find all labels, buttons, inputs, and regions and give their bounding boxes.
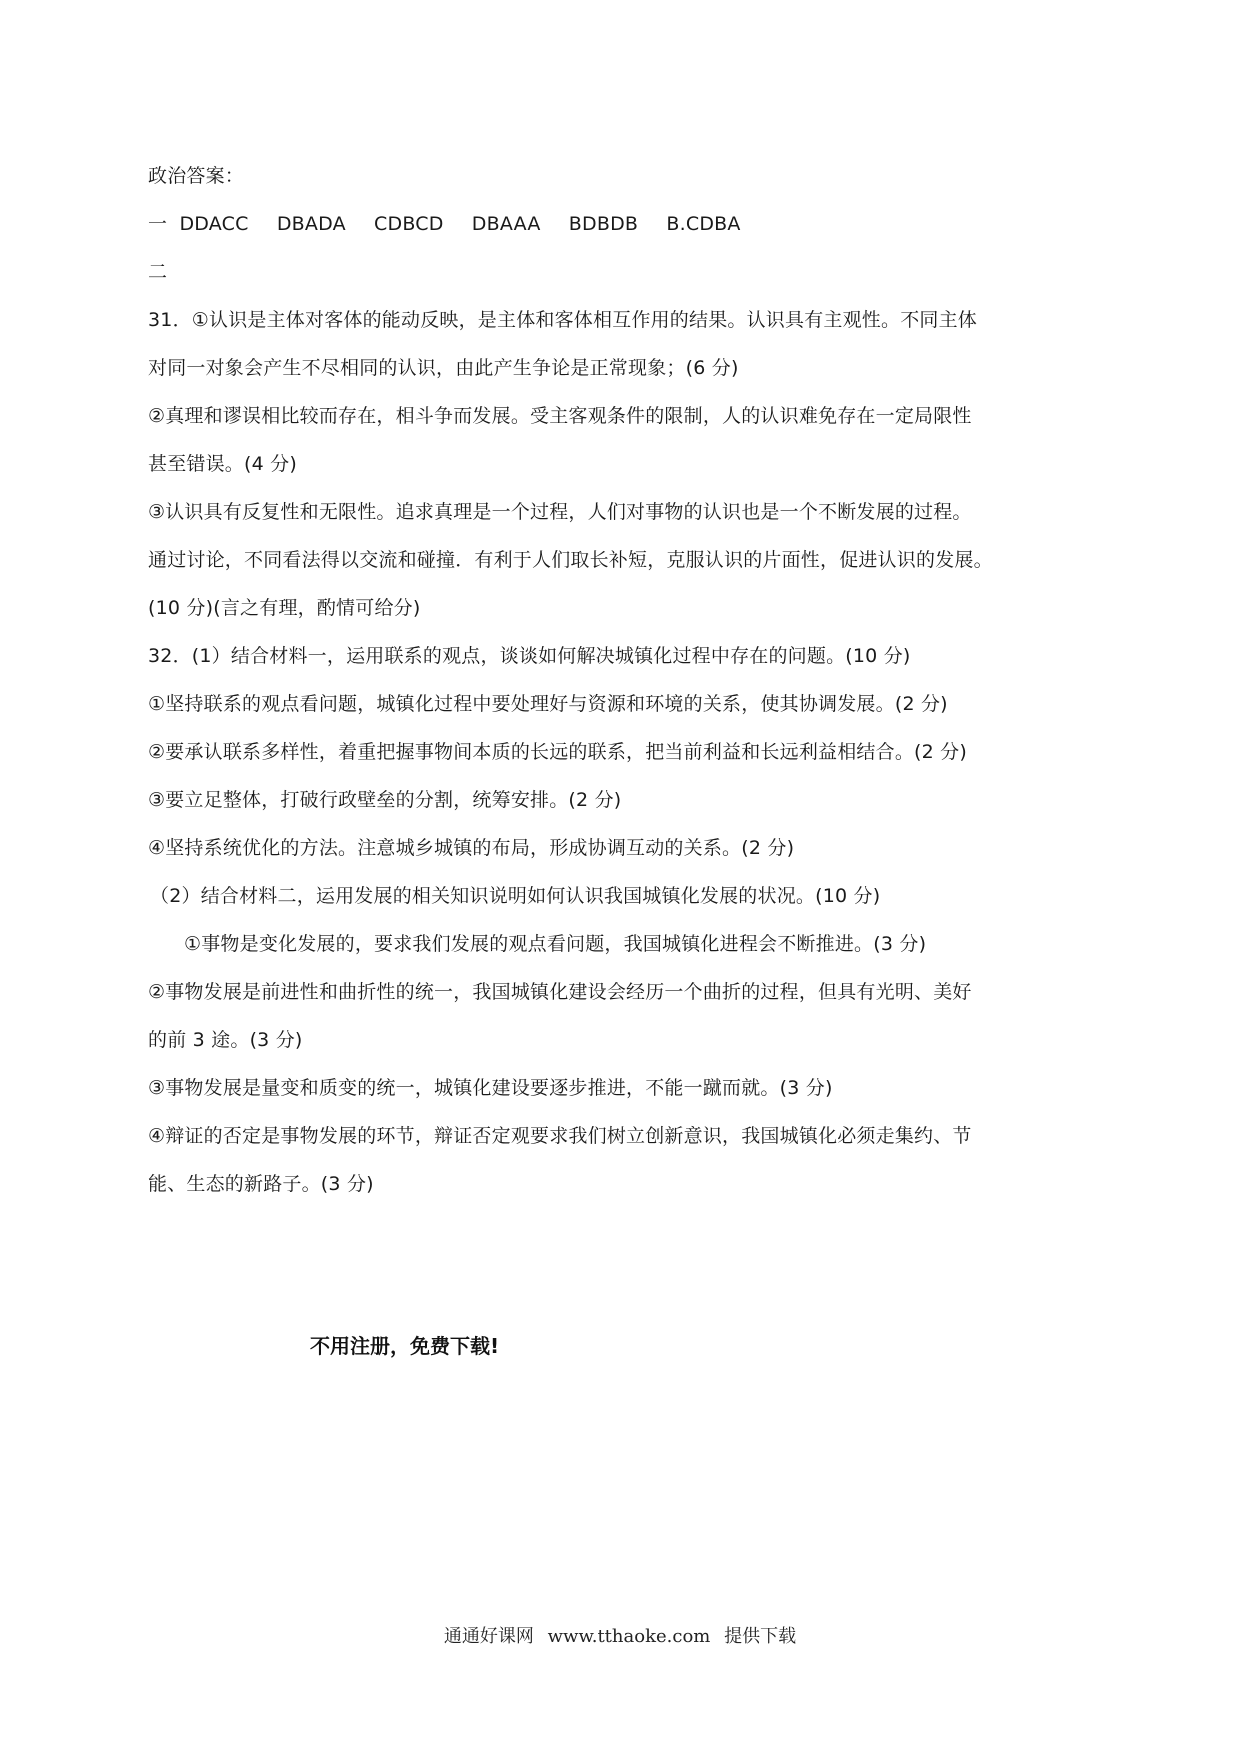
q31-line: (10 分)(言之有理，酌情可给分)	[148, 597, 421, 619]
free-download-promo: 不用注册，免费下载!	[310, 1334, 500, 1358]
question-32-part-1	[148, 632, 1098, 872]
footer-site-name: 通通好课网	[443, 1626, 534, 1647]
page-footer	[0, 1622, 1240, 1648]
document-title: 政治答案：	[148, 165, 245, 187]
section-one-label: 一	[148, 213, 168, 235]
q31-line: ②真理和谬误相比较而存在，相斗争而发展。受主客观条件的限制，人的认识难免存在一定局限性	[148, 405, 972, 427]
answer-group: B.CDBA	[666, 213, 741, 235]
question-31	[148, 296, 1098, 632]
answer-group: DBAAA	[471, 213, 541, 235]
answer-group: DDACC	[179, 213, 249, 235]
q32-part1-line: ②要承认联系多样性，着重把握事物间本质的长远的联系，把当前利益和长远利益相结合。(2 分)	[148, 741, 967, 763]
q31-line: ③认识具有反复性和无限性。追求真理是一个过程，人们对事物的认识也是一个不断发展的过程。	[148, 501, 972, 523]
q32-part1-line: ①坚持联系的观点看问题，城镇化过程中要处理好与资源和环境的关系，使其协调发展。(2 分)	[148, 693, 948, 715]
section-two-heading: 二	[148, 261, 168, 283]
q32-part2-line: ③事物发展是量变和质变的统一，城镇化建设要逐步推进，不能一蹴而就。(3 分)	[148, 1077, 833, 1099]
question-32-part-2	[148, 872, 1098, 1208]
answer-group: BDBDB	[568, 213, 639, 235]
q32-part2-line: ②事物发展是前进性和曲折性的统一，我国城镇化建设会经历一个曲折的过程，但具有光明、美好	[148, 981, 972, 1003]
q32-part1-line: ④坚持系统优化的方法。注意城乡城镇的布局，形成协调互动的关系。(2 分)	[148, 837, 795, 859]
q32-part1-line: 32．(1）结合材料一，运用联系的观点，谈谈如何解决城镇化过程中存在的问题。(10 分)	[148, 645, 911, 667]
choice-answers	[148, 200, 1098, 248]
q31-line: 通过讨论，不同看法得以交流和碰撞．有利于人们取长补短，克服认识的片面性，促进认识的发展。	[148, 549, 993, 571]
q32-part2-line: 的前 3 途。(3 分)	[148, 1029, 303, 1051]
footer-note: 提供下载	[724, 1626, 797, 1647]
answer-group: DBADA	[276, 213, 346, 235]
q32-part2-line: ①事物是变化发展的，要求我们发展的观点看问题，我国城镇化进程会不断推进。(3 分)	[184, 933, 927, 955]
footer-url-link[interactable]: www.tthaoke.com	[547, 1626, 711, 1647]
q32-part2-line: 能、生态的新路子。(3 分)	[148, 1173, 374, 1195]
q32-part2-line: ④辩证的否定是事物发展的环节，辩证否定观要求我们树立创新意识，我国城镇化必须走集约、节	[148, 1125, 972, 1147]
q31-line: 对同一对象会产生不尽相同的认识，由此产生争论是正常现象；(6 分)	[148, 357, 739, 379]
q32-part1-line: ③要立足整体，打破行政壁垒的分割，统筹安排。(2 分)	[148, 789, 622, 811]
answer-content	[148, 152, 1098, 1208]
q32-part2-line: （2）结合材料二，运用发展的相关知识说明如何认识我国城镇化发展的状况。(10 分)	[150, 885, 881, 907]
q31-line: 31．①认识是主体对客体的能动反映，是主体和客体相互作用的结果。认识具有主观性。不同主体	[148, 309, 978, 331]
answer-group: CDBCD	[374, 213, 444, 235]
q31-line: 甚至错误。(4 分)	[148, 453, 297, 475]
